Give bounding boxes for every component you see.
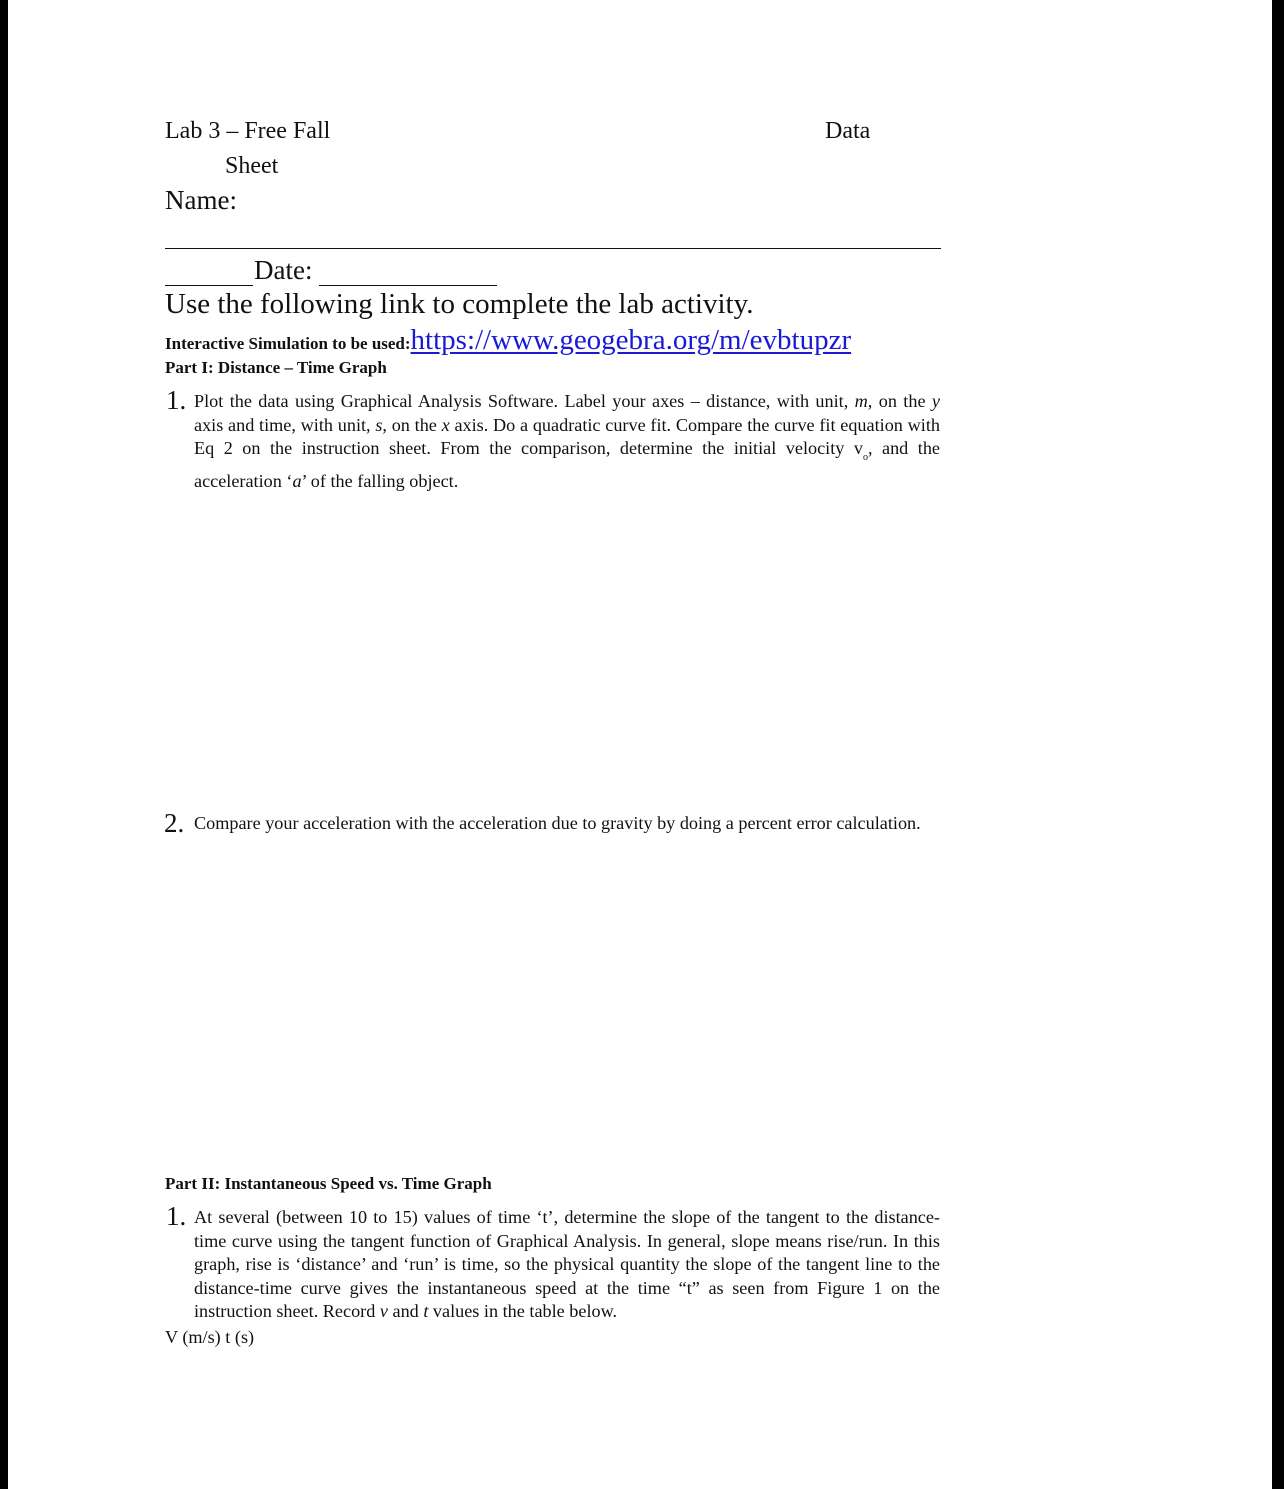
part2-q1-number: 1. bbox=[166, 1201, 187, 1231]
lab-title: Lab 3 – Free Fall bbox=[165, 118, 331, 144]
part2-q1-text: At several (between 10 to 15) values of time ‘t’, determine the slope of the tangent to the distance-time curve using the tangent function of Graphical Analysis. In general, slope means rise/run. In this graph, rise is ‘distance’ and ‘run’ is time, so the physical quantity the slope of the tangent line to the distance-time curve gives the instantaneous speed at the time “t” as seen from Figure 1 on the instruction sheet. Record v and t values in the table below. bbox=[194, 1207, 940, 1321]
simulation-line bbox=[165, 324, 851, 357]
name-label: Name: bbox=[165, 185, 237, 215]
name-underline bbox=[165, 248, 941, 249]
part1-q1-number: 1. bbox=[166, 385, 187, 415]
part2-heading: Part II: Instantaneous Speed vs. Time Graph bbox=[165, 1174, 492, 1193]
part1-q2-text: Compare your acceleration with the acceleration due to gravity by doing a percent error calculation. bbox=[194, 813, 921, 833]
instruction-text: Use the following link to complete the lab activity. bbox=[165, 288, 754, 320]
date-underline bbox=[319, 285, 497, 286]
part1-q1-text: Plot the data using Graphical Analysis Software. Label your axes – distance, with unit, m, on the y axis and time, with unit, s, on the x axis. Do a quadratic curve fit. Compare the curve fit equation with Eq 2 on the instruction sheet. From the comparison, determine the initial velocity $v_o$, and the acceleration ‘a’ of the falling object. bbox=[194, 391, 940, 491]
document-page bbox=[8, 0, 1272, 1489]
name-underline-continued bbox=[165, 285, 253, 286]
table-header: V (m/s) t (s) bbox=[165, 1327, 255, 1347]
part1-heading: Part I: Distance – Time Graph bbox=[165, 358, 387, 377]
lab-title-data: Data bbox=[825, 118, 871, 144]
part1-q2-number: 2. bbox=[164, 808, 185, 838]
date-label: Date: bbox=[254, 255, 313, 285]
lab-title-sheet: Sheet bbox=[225, 153, 279, 179]
simulation-link[interactable]: https://www.geogebra.org/m/evbtupzr bbox=[410, 324, 852, 356]
simulation-label: Interactive Simulation to be used: bbox=[165, 334, 411, 353]
